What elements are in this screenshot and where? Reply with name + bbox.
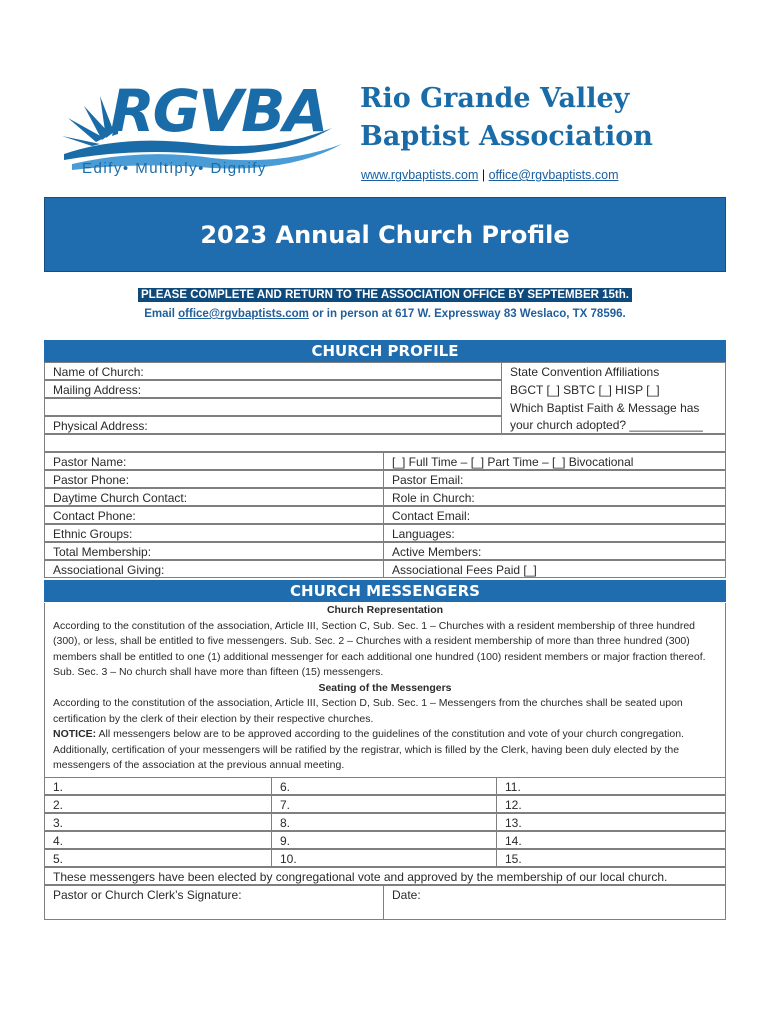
organization-links (361, 168, 618, 182)
messenger-slot-15[interactable]: 15. (496, 849, 726, 867)
messenger-slot-5[interactable]: 5. (44, 849, 272, 867)
return-instructions-prefix: Email (144, 308, 179, 320)
signature-field[interactable]: Pastor or Church Clerk’s Signature: (44, 885, 384, 920)
link-separator: | (478, 168, 489, 182)
date-field[interactable]: Date: (383, 885, 726, 920)
deadline-notice (0, 289, 770, 301)
church-messengers-heading: CHURCH MESSENGERS (44, 580, 726, 602)
organization-name (360, 80, 653, 156)
messenger-slot-4[interactable]: 4. (44, 831, 272, 849)
seating-title: Seating of the Messengers (318, 681, 452, 694)
role-in-church-field[interactable]: Role in Church: (383, 488, 726, 506)
languages-field[interactable]: Languages: (383, 524, 726, 542)
representation-text: According to the constitution of the association, Article III, Section C, Sub. Sec. 1 – Churches with a resident membership of three hundred (300), or less, shall be entitled to five messengers. Sub. Sec. 2 – Churches with a resident membership of more than three hundred (300) members shall be entitled to one (1) additional messenger for each additional one hundred (100) resident members or major fraction thereof. Sub. Sec. 3 – No church shall have more than fifteen (15) messengers. (53, 619, 706, 678)
email-link[interactable]: office@rgvbaptists.com (488, 168, 619, 182)
affiliations-title: State Convention Affiliations (510, 365, 660, 379)
representation-title: Church Representation (326, 604, 444, 616)
convention-affiliations-box (501, 362, 726, 434)
return-instructions (0, 308, 770, 320)
messenger-slot-12[interactable]: 12. (496, 795, 726, 813)
faith-message-question-line2[interactable]: your church adopted? ___________ (510, 418, 703, 432)
pastor-name-field[interactable]: Pastor Name: (44, 452, 384, 470)
mailing-address-field[interactable]: Mailing Address: (44, 380, 502, 398)
faith-message-question-line1: Which Baptist Faith & Message has (510, 401, 700, 415)
messenger-slot-6[interactable]: 6. (271, 777, 497, 795)
church-profile-heading: CHURCH PROFILE (44, 340, 726, 362)
messenger-slot-8[interactable]: 8. (271, 813, 497, 831)
notice-text: All messengers below are to be approved according to the guidelines of the constitution and vote of your church congregation. Additionally, certification of your messengers will be ratified by the registrar, which is filled by the Clerk, having been duly elected by the messengers of the association at the previous annual meeting. (53, 728, 684, 771)
mailing-address-line2-field[interactable] (44, 398, 502, 416)
logo-wordmark: RGVBA (110, 77, 327, 145)
approval-statement: These messengers have been elected by congregational vote and approved by the membership of our local church. (44, 867, 726, 885)
messenger-slot-3[interactable]: 3. (44, 813, 272, 831)
messenger-slot-14[interactable]: 14. (496, 831, 726, 849)
title-banner (44, 197, 726, 272)
messengers-notice (53, 727, 717, 774)
pastor-email-field[interactable]: Pastor Email: (383, 470, 726, 488)
organization-name-line2: Baptist Association (360, 121, 653, 152)
messenger-slot-9[interactable]: 9. (271, 831, 497, 849)
deadline-notice-text: PLEASE COMPLETE AND RETURN TO THE ASSOCIATION OFFICE BY SEPTEMBER 15th. (138, 288, 632, 302)
messenger-slot-13[interactable]: 13. (496, 813, 726, 831)
ethnic-groups-field[interactable]: Ethnic Groups: (44, 524, 384, 542)
messenger-slot-7[interactable]: 7. (271, 795, 497, 813)
total-membership-field[interactable]: Total Membership: (44, 542, 384, 560)
pastor-phone-field[interactable]: Pastor Phone: (44, 470, 384, 488)
physical-address-field[interactable]: Physical Address: (44, 416, 502, 434)
contact-email-field[interactable]: Contact Email: (383, 506, 726, 524)
messenger-slot-10[interactable]: 10. (271, 849, 497, 867)
messenger-slot-2[interactable]: 2. (44, 795, 272, 813)
seating-text: According to the constitution of the association, Article III, Section D, Sub. Sec. 1 – Messengers from the churches shall be seated upon certification by the clerk of their election by their respective churches. (53, 697, 683, 725)
website-link[interactable]: www.rgvbaptists.com (361, 168, 479, 182)
notice-label: NOTICE: (53, 728, 97, 740)
associational-fees-paid-checkbox[interactable]: Associational Fees Paid [_] (383, 560, 726, 578)
daytime-contact-field[interactable]: Daytime Church Contact: (44, 488, 384, 506)
name-of-church-field[interactable]: Name of Church: (44, 362, 502, 380)
physical-address-line2-field[interactable] (44, 434, 726, 452)
letterhead (0, 0, 770, 195)
pastor-employment-status[interactable]: [_] Full Time – [_] Part Time – [_] Bivocational (383, 452, 726, 470)
messenger-slot-1[interactable]: 1. (44, 777, 272, 795)
organization-name-line1: Rio Grande Valley (360, 83, 630, 114)
page-title: 2023 Annual Church Profile (200, 220, 570, 249)
messenger-slot-11[interactable]: 11. (496, 777, 726, 795)
contact-phone-field[interactable]: Contact Phone: (44, 506, 384, 524)
active-members-field[interactable]: Active Members: (383, 542, 726, 560)
affiliations-options[interactable]: BGCT [_] SBTC [_] HISP [_] (510, 383, 660, 397)
return-email-link[interactable]: office@rgvbaptists.com (178, 308, 309, 320)
logo-tagline: Edify• Multiply• Dignify (82, 160, 267, 177)
messengers-instructions (44, 603, 726, 778)
return-instructions-suffix: or in person at 617 W. Expressway 83 Weslaco, TX 78596. (308, 308, 626, 320)
associational-giving-field[interactable]: Associational Giving: (44, 560, 384, 578)
